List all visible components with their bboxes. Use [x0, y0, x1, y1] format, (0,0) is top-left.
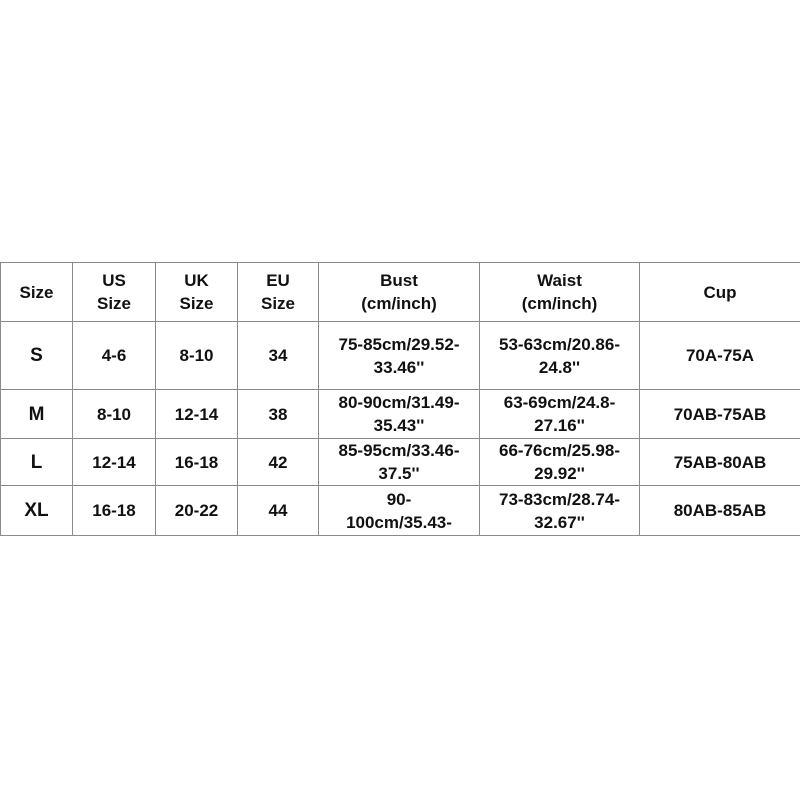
header-eu-line2: Size — [260, 294, 296, 313]
header-size-label: Size — [19, 282, 54, 302]
cell-cup: 80AB-85AB — [640, 486, 800, 536]
header-waist-line1: Waist — [537, 271, 582, 290]
header-size — [1, 263, 73, 322]
table-row — [1, 390, 800, 439]
cell-waist: 53-63cm/20.86- 24.8'' — [480, 322, 640, 390]
cell-uk: 20-22 — [156, 486, 238, 536]
cell-us: 8-10 — [73, 390, 156, 439]
cell-size: XL — [1, 486, 73, 536]
cell-uk: 12-14 — [156, 390, 238, 439]
cell-eu: 34 — [238, 322, 319, 390]
cell-cup: 70AB-75AB — [640, 390, 800, 439]
table-row — [1, 322, 800, 390]
cell-size: L — [1, 439, 73, 486]
header-eu-size — [238, 263, 319, 322]
cell-eu: 44 — [238, 486, 319, 536]
header-uk-size — [156, 263, 238, 322]
cell-us: 12-14 — [73, 439, 156, 486]
header-bust-line1: Bust — [380, 271, 418, 290]
table-row — [1, 439, 800, 486]
cell-bust: 80-90cm/31.49- 35.43'' — [319, 390, 480, 439]
header-waist — [480, 263, 640, 322]
header-row — [1, 263, 800, 322]
table-row — [1, 486, 800, 536]
cell-us: 16-18 — [73, 486, 156, 536]
cell-waist: 66-76cm/25.98- 29.92'' — [480, 439, 640, 486]
cell-cup: 75AB-80AB — [640, 439, 800, 486]
cell-bust: 75-85cm/29.52- 33.46'' — [319, 322, 480, 390]
header-bust-line2: (cm/inch) — [361, 294, 437, 313]
header-waist-line2: (cm/inch) — [521, 294, 598, 313]
cell-bust: 90- 100cm/35.43- — [319, 486, 480, 536]
header-cup-label: Cup — [703, 282, 737, 302]
cell-size: S — [1, 322, 73, 390]
header-us-line2: Size — [96, 294, 132, 313]
cell-uk: 8-10 — [156, 322, 238, 390]
header-uk-line1: UK — [184, 271, 209, 290]
cell-size: M — [1, 390, 73, 439]
header-eu-line1: EU — [266, 271, 290, 290]
cell-cup: 70A-75A — [640, 322, 800, 390]
header-us-line1: US — [102, 271, 126, 290]
header-bust — [319, 263, 480, 322]
header-us-size — [73, 263, 156, 322]
cell-eu: 42 — [238, 439, 319, 486]
cell-us: 4-6 — [73, 322, 156, 390]
cell-waist: 63-69cm/24.8- 27.16'' — [480, 390, 640, 439]
header-uk-line2: Size — [179, 294, 214, 313]
header-cup — [640, 263, 800, 322]
cell-waist: 73-83cm/28.74- 32.67'' — [480, 486, 640, 536]
cell-eu: 38 — [238, 390, 319, 439]
size-chart-table — [0, 262, 800, 536]
cell-bust: 85-95cm/33.46- 37.5'' — [319, 439, 480, 486]
cell-uk: 16-18 — [156, 439, 238, 486]
